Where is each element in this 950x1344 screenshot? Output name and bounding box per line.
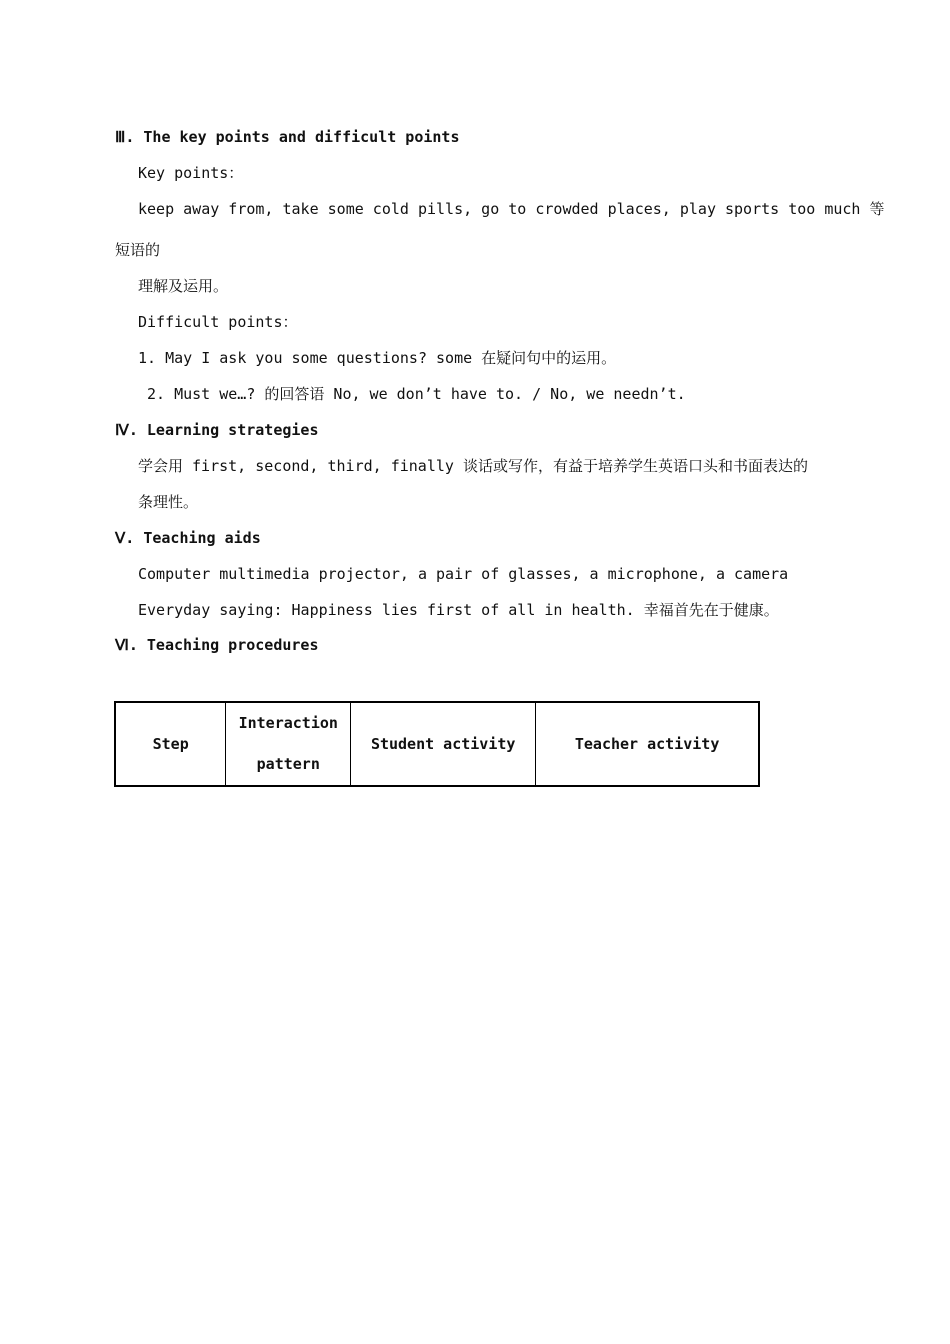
learning-strategies-line-1: 学会用 first, second, third, finally 谈话或写作，有益于培养学生英语口头和书面表达的 xyxy=(138,457,808,475)
header-step: Step xyxy=(115,702,226,786)
header-interaction-line-1: Interaction xyxy=(238,714,338,732)
section-4-heading: Ⅳ. Learning strategies xyxy=(115,421,319,439)
section-6-heading: Ⅵ. Teaching procedures xyxy=(115,636,319,654)
section-3-heading: Ⅲ. The key points and difficult points xyxy=(115,128,460,146)
key-points-line-3: 理解及运用。 xyxy=(138,277,229,295)
header-teacher-activity: Teacher activity xyxy=(536,702,759,786)
section-5-heading: Ⅴ. Teaching aids xyxy=(115,529,261,547)
teaching-aids-line-2: Everyday saying: Happiness lies first of all in health. 幸福首先在于健康。 xyxy=(138,601,779,619)
procedures-table xyxy=(114,701,760,787)
difficult-point-1: 1. May I ask you some questions? some 在疑问句中的运用。 xyxy=(138,349,617,367)
header-interaction-pattern xyxy=(226,702,351,786)
difficult-point-2: 2. Must we…? 的回答语 No, we don’t have to. / No, we needn’t. xyxy=(147,385,686,403)
key-points-label: Key points： xyxy=(138,164,244,182)
key-points-line-1: keep away from, take some cold pills, go to crowded places, play sports too much 等 xyxy=(138,200,885,218)
learning-strategies-line-2: 条理性。 xyxy=(138,493,199,511)
table-header-row xyxy=(115,702,759,786)
teaching-aids-line-1: Computer multimedia projector, a pair of glasses, a microphone, a camera xyxy=(138,565,789,583)
difficult-points-label: Difficult points： xyxy=(138,313,298,331)
header-student-activity: Student activity xyxy=(351,702,536,786)
header-interaction-line-2: pattern xyxy=(256,755,320,773)
key-points-line-2: 短语的 xyxy=(115,241,161,259)
